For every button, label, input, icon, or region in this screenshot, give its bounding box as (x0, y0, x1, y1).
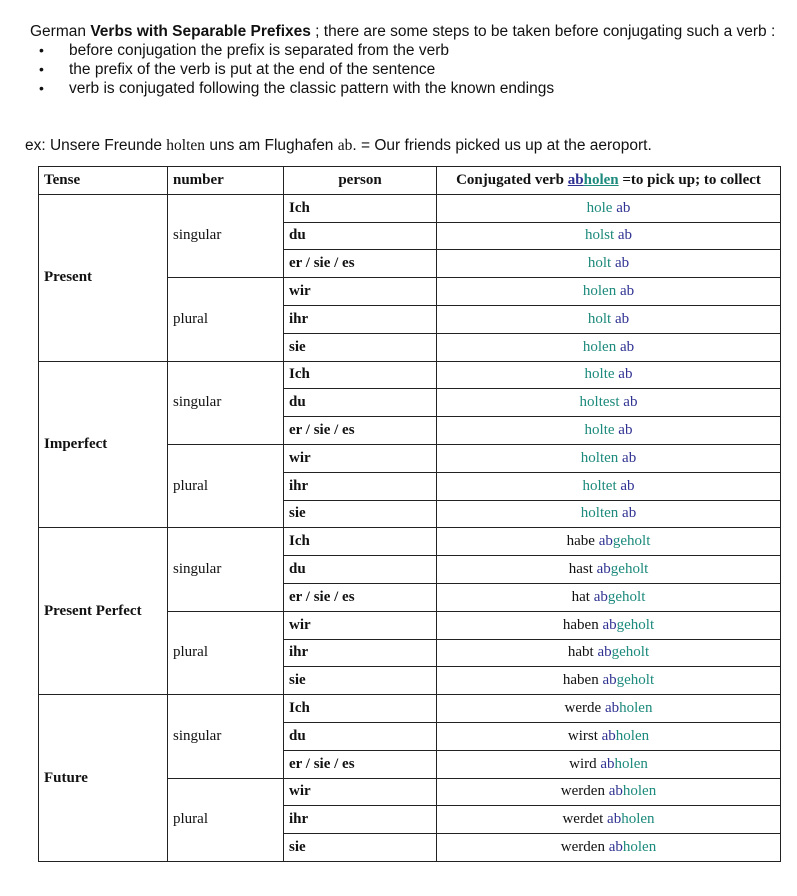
form-stem: hole (586, 199, 613, 216)
header-link-prefix[interactable]: ab (567, 171, 584, 188)
form-stem: holte (584, 366, 615, 383)
tense-cell: Present (39, 194, 168, 361)
conjugated-form-cell (437, 556, 781, 584)
person-cell: du (284, 722, 437, 750)
form-separated-prefix: ab (616, 199, 631, 216)
number-singular-cell: singular (168, 695, 284, 778)
person-cell: sie (284, 333, 437, 361)
form-auxiliary: hat (571, 588, 590, 605)
conjugated-form-cell (437, 444, 781, 472)
table-row (39, 695, 781, 723)
form-auxiliary: werde (564, 700, 602, 717)
conjugated-form-cell (437, 333, 781, 361)
form-stem: geholt (611, 644, 650, 661)
intro-line (12, 22, 787, 41)
form-auxiliary: wirst (567, 727, 598, 744)
number-singular-cell: singular (168, 528, 284, 611)
form-prefix: ab (600, 755, 615, 772)
form-stem: holte (584, 422, 615, 439)
conjugated-form-cell (437, 695, 781, 723)
person-cell: er / sie / es (284, 417, 437, 445)
bullet-item: • verb is conjugated following the classic pattern with the known endings (12, 79, 787, 98)
form-prefix: ab (597, 644, 612, 661)
conjugated-form-cell (437, 528, 781, 556)
conjugated-form-cell (437, 806, 781, 834)
form-auxiliary: haben (562, 672, 599, 689)
conjugated-form-cell (437, 500, 781, 528)
number-singular-cell: singular (168, 361, 284, 444)
number-plural-cell: plural (168, 278, 284, 361)
person-cell: wir (284, 278, 437, 306)
person-cell: Ich (284, 194, 437, 222)
form-stem: holt (587, 255, 612, 272)
person-cell: ihr (284, 472, 437, 500)
form-prefix: ab (601, 727, 616, 744)
form-prefix: ab (602, 616, 617, 633)
form-auxiliary: habe (566, 533, 595, 550)
form-stem: holen (615, 727, 650, 744)
conjugated-form-cell (437, 583, 781, 611)
number-plural-cell: plural (168, 611, 284, 694)
intro-bullet-list (12, 41, 787, 98)
form-separated-prefix: ab (623, 394, 638, 411)
person-cell: wir (284, 778, 437, 806)
conjugated-form-cell (437, 834, 781, 862)
form-prefix: ab (598, 533, 613, 550)
conjugated-form-cell (437, 361, 781, 389)
table-row (39, 194, 781, 222)
example-mid: uns am Flughafen (205, 137, 338, 154)
conjugated-form-cell (437, 722, 781, 750)
person-cell: sie (284, 834, 437, 862)
form-prefix: ab (607, 811, 622, 828)
form-stem: holt (587, 310, 612, 327)
form-separated-prefix: ab (622, 449, 637, 466)
form-stem: holten (580, 449, 619, 466)
form-separated-prefix: ab (619, 338, 635, 355)
form-separated-prefix: ab (618, 422, 633, 439)
intro-rest: ; there are some steps to be taken before conjugating such a verb : (310, 23, 776, 40)
person-cell: ihr (284, 806, 437, 834)
header-link-stem[interactable]: holen (583, 171, 619, 188)
header-conjugated-verb (437, 167, 781, 195)
person-cell: Ich (284, 528, 437, 556)
person-cell: sie (284, 500, 437, 528)
form-stem: holst (584, 227, 615, 244)
form-auxiliary: haben (562, 616, 599, 633)
form-auxiliary: habt (567, 644, 594, 661)
form-auxiliary: wird (569, 755, 597, 772)
form-prefix: ab (604, 700, 620, 717)
number-plural-cell: plural (168, 444, 284, 527)
form-separated-prefix: ab (614, 255, 630, 272)
person-cell: du (284, 556, 437, 584)
header-conj-prefix: Conjugated verb (456, 171, 568, 188)
header-conj-suffix: =to pick up; to collect (618, 171, 761, 188)
form-stem: holen (621, 811, 655, 828)
example-lead: ex: Unsere Freunde (25, 137, 167, 154)
example-tail: . = Our friends picked us up at the aeroport. (352, 137, 652, 154)
form-stem: holen (582, 338, 617, 355)
form-stem: geholt (616, 672, 655, 689)
conjugated-form-cell (437, 778, 781, 806)
person-cell: er / sie / es (284, 750, 437, 778)
form-stem: geholt (610, 561, 649, 578)
form-stem: holen (622, 783, 657, 800)
conjugated-form-cell (437, 389, 781, 417)
header-person: person (284, 167, 437, 195)
intro-lead: German (30, 23, 91, 40)
form-separated-prefix: ab (617, 227, 633, 244)
conjugated-form-cell (437, 667, 781, 695)
person-cell: du (284, 389, 437, 417)
form-stem: holen (622, 839, 657, 856)
conjugated-form-cell (437, 194, 781, 222)
person-cell: ihr (284, 305, 437, 333)
form-auxiliary: werdet (562, 811, 604, 828)
person-cell: du (284, 222, 437, 250)
conjugated-form-cell (437, 305, 781, 333)
form-stem: geholt (612, 533, 651, 550)
form-stem: geholt (607, 588, 646, 605)
form-auxiliary: hast (568, 561, 593, 578)
person-cell: Ich (284, 361, 437, 389)
form-stem: holen (619, 700, 653, 717)
form-prefix: ab (593, 588, 608, 605)
form-separated-prefix: ab (620, 477, 635, 494)
person-cell: wir (284, 444, 437, 472)
conjugation-table (38, 166, 781, 862)
form-stem: holtest (579, 394, 620, 411)
form-stem: geholt (616, 616, 655, 633)
form-stem: holten (580, 505, 619, 522)
conjugated-form-cell (437, 222, 781, 250)
header-number: number (168, 167, 284, 195)
number-plural-cell: plural (168, 778, 284, 861)
conjugated-form-cell (437, 639, 781, 667)
form-prefix: ab (602, 672, 617, 689)
conjugated-form-cell (437, 750, 781, 778)
number-singular-cell: singular (168, 194, 284, 277)
intro-paragraph (12, 22, 787, 98)
form-prefix: ab (596, 561, 611, 578)
form-auxiliary: werden (560, 783, 605, 800)
example-verb: holten (166, 137, 206, 154)
conjugated-form-cell (437, 611, 781, 639)
person-cell: wir (284, 611, 437, 639)
header-tense: Tense (39, 167, 168, 195)
conjugated-form-cell (437, 250, 781, 278)
tense-cell: Present Perfect (39, 528, 168, 695)
example-prefix: ab (337, 137, 353, 154)
table-row (39, 528, 781, 556)
tense-cell: Future (39, 695, 168, 862)
person-cell: er / sie / es (284, 583, 437, 611)
form-separated-prefix: ab (614, 310, 630, 327)
form-stem: holen (614, 755, 648, 772)
example-sentence (25, 136, 790, 155)
tense-cell: Imperfect (39, 361, 168, 528)
form-separated-prefix: ab (622, 505, 637, 522)
form-separated-prefix: ab (618, 366, 633, 383)
table-body (39, 194, 781, 861)
conjugated-form-cell (437, 278, 781, 306)
form-auxiliary: werden (560, 839, 605, 856)
person-cell: ihr (284, 639, 437, 667)
form-stem: holen (582, 283, 617, 300)
table-header-row (39, 167, 781, 195)
intro-bold-title: Verbs with Separable Prefixes (90, 23, 311, 40)
conjugated-form-cell (437, 472, 781, 500)
bullet-item: • before conjugation the prefix is separated from the verb (12, 41, 787, 60)
form-prefix: ab (608, 783, 623, 800)
form-prefix: ab (608, 839, 623, 856)
conjugated-form-cell (437, 417, 781, 445)
form-stem: holtet (582, 477, 617, 494)
form-separated-prefix: ab (619, 283, 635, 300)
table-row (39, 361, 781, 389)
person-cell: Ich (284, 695, 437, 723)
bullet-item: • the prefix of the verb is put at the end of the sentence (12, 60, 787, 79)
person-cell: er / sie / es (284, 250, 437, 278)
person-cell: sie (284, 667, 437, 695)
